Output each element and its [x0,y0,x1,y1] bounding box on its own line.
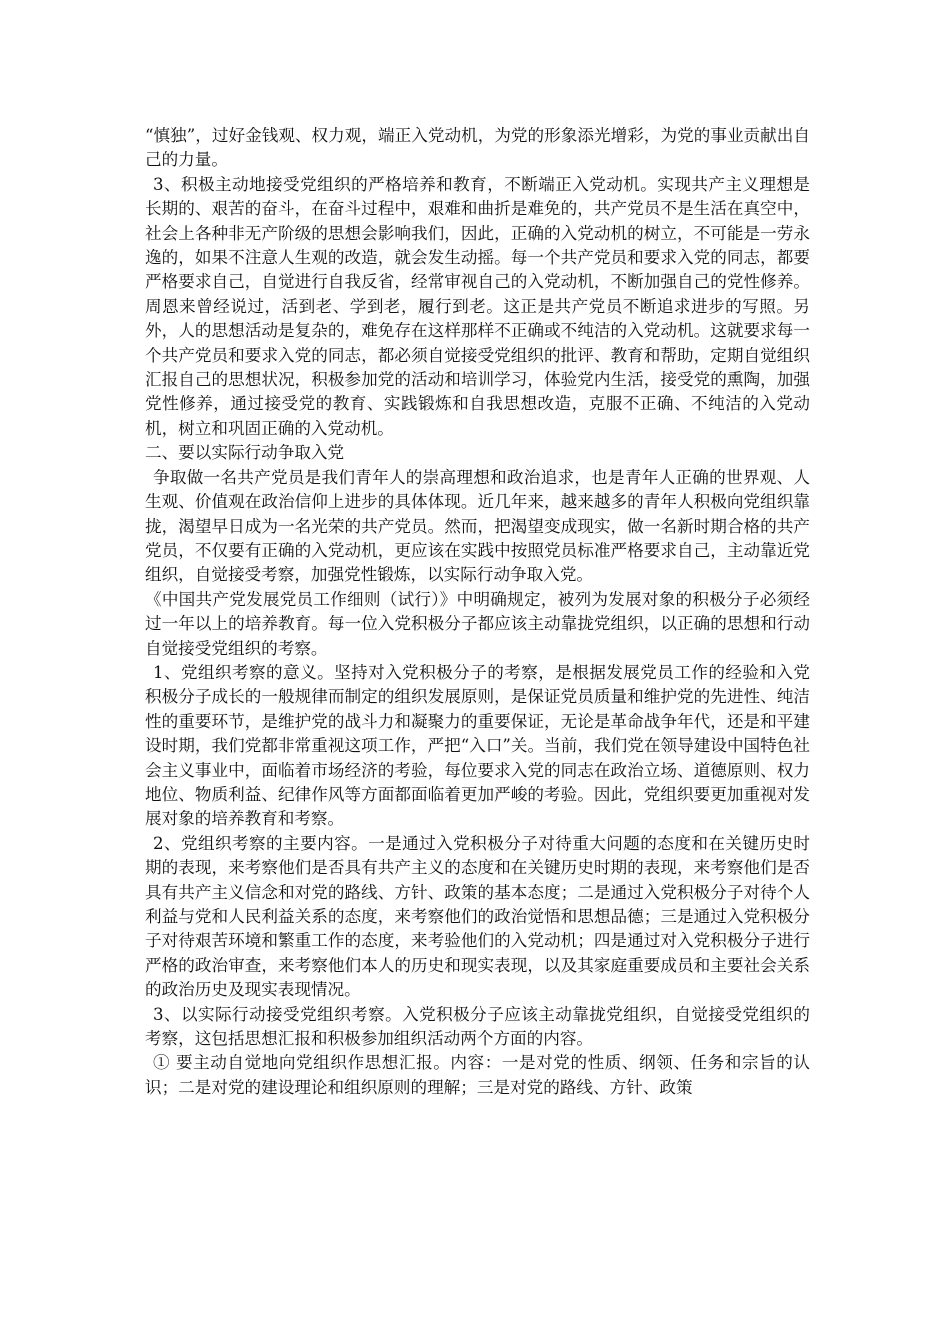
document-body [145,124,810,1100]
paragraph-6: 2、党组织考察的主要内容。一是通过入党积极分子对待重大问题的态度和在关键历史时期的表现，来考察他们是否具有共产主义的态度和在关键历史时期的表现，来考察他们是否具有共产主义信念和对党的路线、方针、政策的基本态度；二是通过入党积极分子对待个人利益与党和人民利益关系的态度，来考察他们的政治觉悟和思想品德；三是通过入党积极分子对待艰苦环境和繁重工作的态度，来考验他们的入党动机；四是通过对入党积极分子进行严格的政治审查，来考察他们本人的历史和现实表现，以及其家庭重要成员和主要社会关系的政治历史及现实表现情况。 [145,833,810,1000]
section-heading: 二、要以实际行动争取入党 [145,443,345,463]
paragraph-5: 1、党组织考察的意义。坚持对入党积极分子的考察，是根据发展党员工作的经验和入党积极分子成长的一般规律而制定的组织发展原则，是保证党员质量和维护党的先进性、纯洁性的重要环节，是维护党的战斗力和凝聚力的重要保证，无论是革命战争年代，还是和平建设时期，我们党都非常重视这项工作，严把“入口”关。当前，我们党在领导建设中国特色社会主义事业中，面临着市场经济的考验，每位要求入党的同志在政治立场、道德原则、权力地位、物质利益、纪律作风等方面都面临着更加严峻的考验。因此，党组织要更加重视对发展对象的培养教育和考察。 [145,662,810,829]
paragraph-8: ① 要主动自觉地向党组织作思想汇报。内容：一是对党的性质、纲领、任务和宗旨的认识；二是对党的建设理论和组织原则的理解；三是对党的路线、方针、政策 [145,1053,810,1097]
paragraph-7: 3、以实际行动接受党组织考察。入党积极分子应该主动靠拢党组织，自觉接受党组织的考察，这包括思想汇报和积极参加组织活动两个方面的内容。 [145,1004,810,1049]
paragraph-2: 3、积极主动地接受党组织的严格培养和教育，不断端正入党动机。实现共产主义理想是长期的、艰苦的奋斗，在奋斗过程中，艰难和曲折是难免的，共产党员不是生活在真空中，社会上各种非无产阶级的思想会影响我们，因此，正确的入党动机的树立，不可能是一劳永逸的，如果不注意人生观的改造，就会发生动摇。每一个共产党员和要求入党的同志，都要严格要求自己，自觉进行自我反省，经常审视自己的入党动机，不断加强自己的党性修养。周恩来曾经说过，活到老、学到老，履行到老。这正是共产党员不断追求进步的写照。另外，人的思想活动是复杂的，难免存在这样那样不正确或不纯洁的入党动机。这就要求每一个共产党员和要求入党的同志，都必须自觉接受党组织的批评、教育和帮助，定期自觉组织汇报自己的思想状况，积极参加党的活动和培训学习，体验党内生活，接受党的熏陶，加强党性修养，通过接受党的教育、实践锻炼和自我思想改造，克服不正确、不纯洁的入党动机，树立和巩固正确的入党动机。 [145,174,810,438]
paragraph-4: 《中国共产党发展党员工作细则（试行）》中明确规定，被列为发展对象的积极分子必须经过一年以上的培养教育。每一位入党积极分子都应该主动靠拢党组织，以正确的思想和行动自觉接受党组织的考察。 [145,589,810,658]
paragraph-3: 争取做一名共产党员是我们青年人的崇高理想和政治追求，也是青年人正确的世界观、人生观、价值观在政治信仰上进步的具体体现。近几年来，越来越多的青年人积极向党组织靠拢，渴望早日成为一名光荣的共产党员。然而，把渴望变成现实，做一名新时期合格的共产党员，不仅要有正确的入党动机，更应该在实践中按照党员标准严格要求自己，主动靠近党组织，自觉接受考察，加强党性锻炼，以实际行动争取入党。 [145,467,810,585]
paragraph-1: “慎独”，过好金钱观、权力观，端正入党动机，为党的形象添光增彩，为党的事业贡献出自己的力量。 [145,126,810,170]
